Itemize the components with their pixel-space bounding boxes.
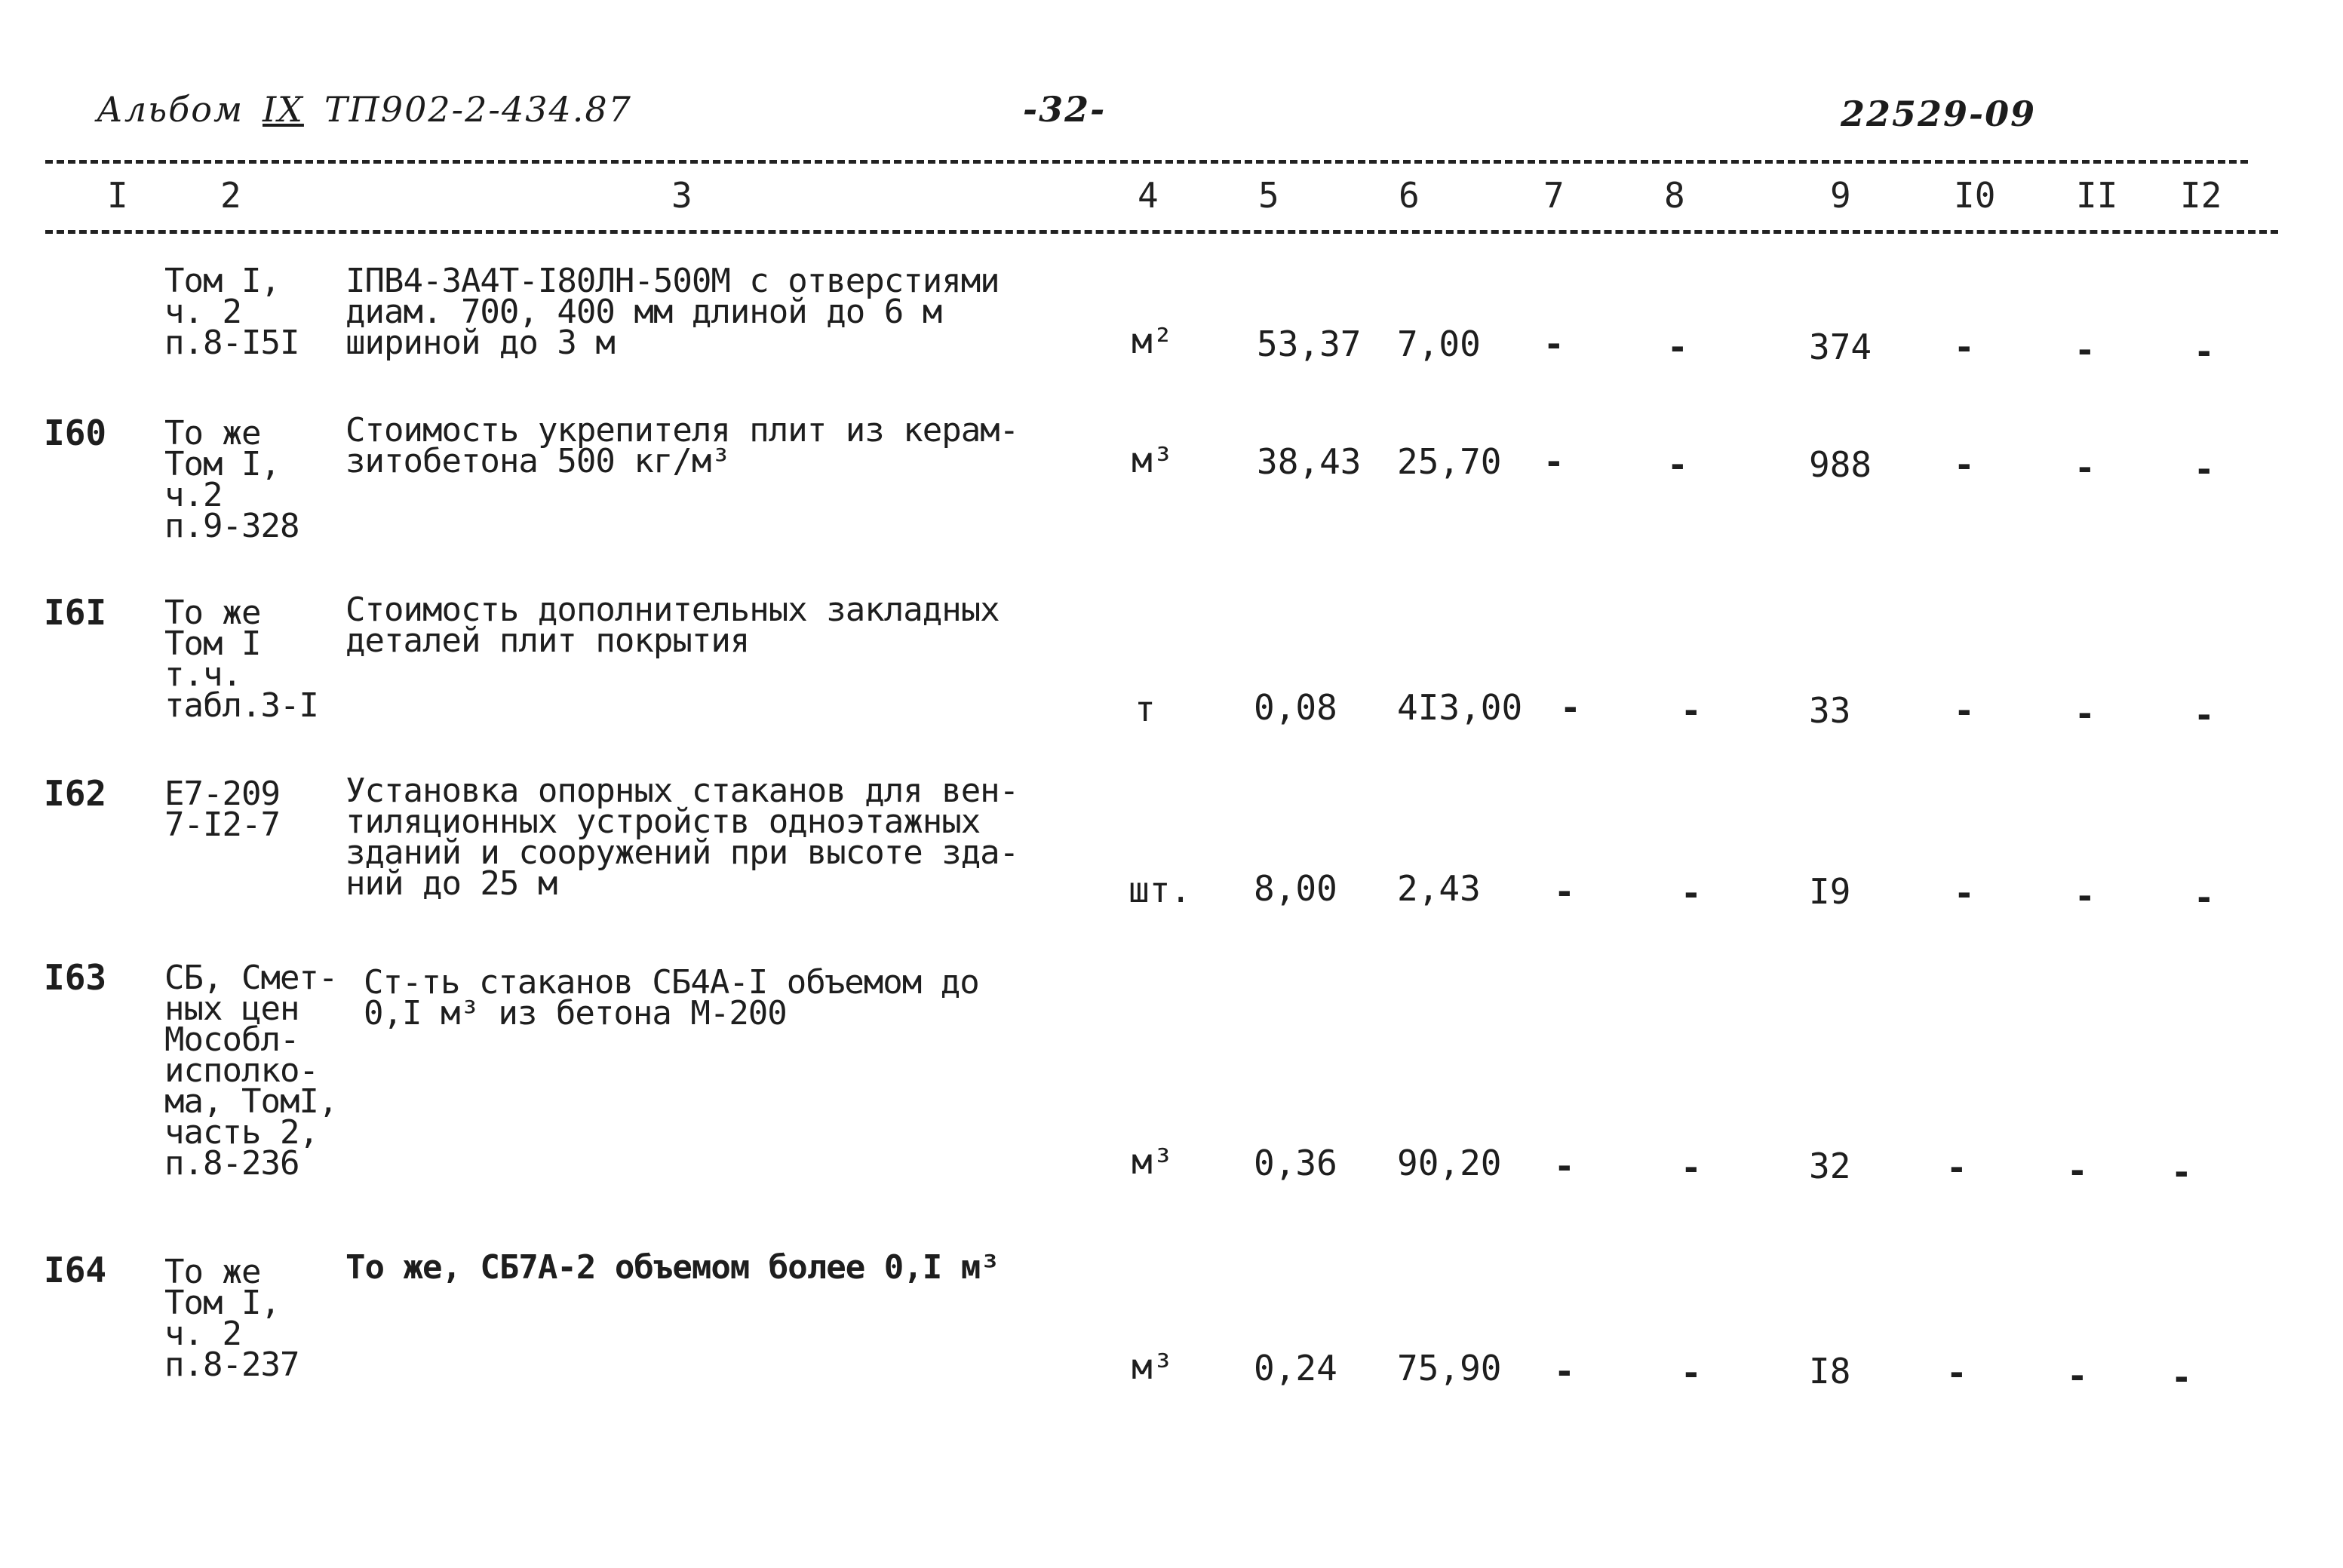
row-number: I6I [44,592,107,633]
row-unit: м³ [1132,1141,1174,1182]
row-description: Стоимость дополнительных закладных деталей плит покрытия [345,591,1000,660]
row-col7: - [1554,871,1575,912]
row-number: I63 [44,957,107,998]
row-unit: м² [1132,321,1174,361]
row-col12: - [2171,1357,2192,1398]
column-number: I0 [1954,175,1996,216]
row-quantity: 0,08 [1254,687,1337,728]
row-total: I9 [1809,871,1851,912]
row-col10: - [1954,690,1975,731]
header-rule-bottom [45,230,2278,234]
row-description: Установка опорных стаканов для вен- тиляционных устройств одноэтажных зданий и сооружений при высоте зда- ний до 25 м [345,772,1019,903]
row-description: IПВ4-3А4Т-I80ЛН-500М с отверстиями диам. 700, 400 мм длиной до 6 м шириной до 3 м [345,262,1000,362]
row-unit: т [1135,689,1156,729]
row-total: I8 [1809,1351,1851,1392]
row-col11: - [2067,1150,2088,1191]
row-quantity: 38,43 [1257,441,1362,482]
row-reference: То же Том I, ч. 2 п.8-237 [164,1253,299,1384]
row-col11: - [2067,1355,2088,1396]
row-reference: Том I, ч. 2 п.8-I5I [164,262,299,362]
row-reference: Е7-209 7-I2-7 [164,775,280,844]
row-col11: - [2074,330,2096,370]
column-number: I [107,175,128,216]
row-quantity: 53,37 [1257,324,1362,364]
row-col10: - [1954,873,1975,913]
row-unit-price: 4I3,00 [1397,687,1523,728]
row-col11: - [2074,447,2096,488]
column-number: 8 [1664,175,1685,216]
column-number: II [2076,175,2118,216]
row-reference: То же Том I, ч.2 п.9-328 [164,414,299,545]
row-description: Стоимость укрепителя плит из керам- зитобетона 500 кг/м³ [345,411,1019,480]
row-col7: - [1560,687,1581,728]
row-col10: - [1946,1352,1967,1393]
project-code: ТП902-2-434.87 [324,89,632,130]
row-quantity: 0,24 [1254,1348,1337,1388]
row-col12: - [2194,877,2215,918]
column-number: 5 [1258,175,1279,216]
row-reference: СБ, Смет- ных цен Мособл- исполко- ма, ТомI, часть 2, п.8-236 [164,959,338,1183]
row-unit-price: 2,43 [1397,868,1481,909]
column-number: 3 [671,175,692,216]
album-label: Альбом [97,89,244,130]
row-col7: - [1554,1351,1575,1392]
row-unit: м³ [1132,1346,1174,1387]
row-quantity: 0,36 [1254,1143,1337,1183]
row-col7: - [1543,324,1565,364]
column-number: 7 [1543,175,1565,216]
row-unit-price: 7,00 [1397,324,1481,364]
row-col11: - [2074,876,2096,916]
row-description: Ст-ть стаканов СБ4А-I объемом до 0,I м³ из бетона М-200 [364,963,979,1033]
row-total: 33 [1809,690,1851,731]
row-unit-price: 90,20 [1397,1143,1502,1183]
row-col10: - [1954,444,1975,485]
row-col10: - [1954,327,1975,367]
row-total: 988 [1809,444,1872,485]
row-col11: - [2074,693,2096,734]
row-total: 32 [1809,1146,1851,1186]
row-unit-price: 75,90 [1397,1348,1502,1388]
row-number: I62 [44,773,107,814]
row-number: I64 [44,1250,107,1290]
row-unit: м³ [1132,440,1174,480]
column-number: 4 [1138,175,1159,216]
row-col12: - [2194,695,2215,735]
document-number: 22529-09 [1841,94,2037,134]
row-unit-price: 25,70 [1397,441,1502,482]
column-number: I2 [2180,175,2222,216]
row-total: 374 [1809,327,1872,367]
row-col12: - [2171,1152,2192,1192]
row-reference: То же Том I т.ч. табл.3-I [164,594,318,725]
row-col8: - [1681,1147,1702,1188]
row-col8: - [1681,873,1702,913]
row-number: I60 [44,413,107,453]
row-col12: - [2194,331,2215,372]
row-quantity: 8,00 [1254,868,1337,909]
album-number: IX [263,89,304,130]
row-unit: шт. [1129,870,1192,910]
row-description: То же, СБ7А-2 объемом более 0,I м³ [345,1248,1000,1287]
row-col10: - [1946,1147,1967,1188]
column-number: 2 [220,175,241,216]
row-col12: - [2194,449,2215,489]
page-number: -32- [1023,89,1107,130]
header-rule-top [45,160,2248,164]
row-col7: - [1554,1146,1575,1186]
row-col8: - [1667,444,1688,485]
column-number: 9 [1830,175,1851,216]
row-col8: - [1681,1352,1702,1393]
row-col8: - [1667,327,1688,367]
row-col7: - [1543,441,1565,482]
column-number: 6 [1399,175,1420,216]
row-col8: - [1681,690,1702,731]
